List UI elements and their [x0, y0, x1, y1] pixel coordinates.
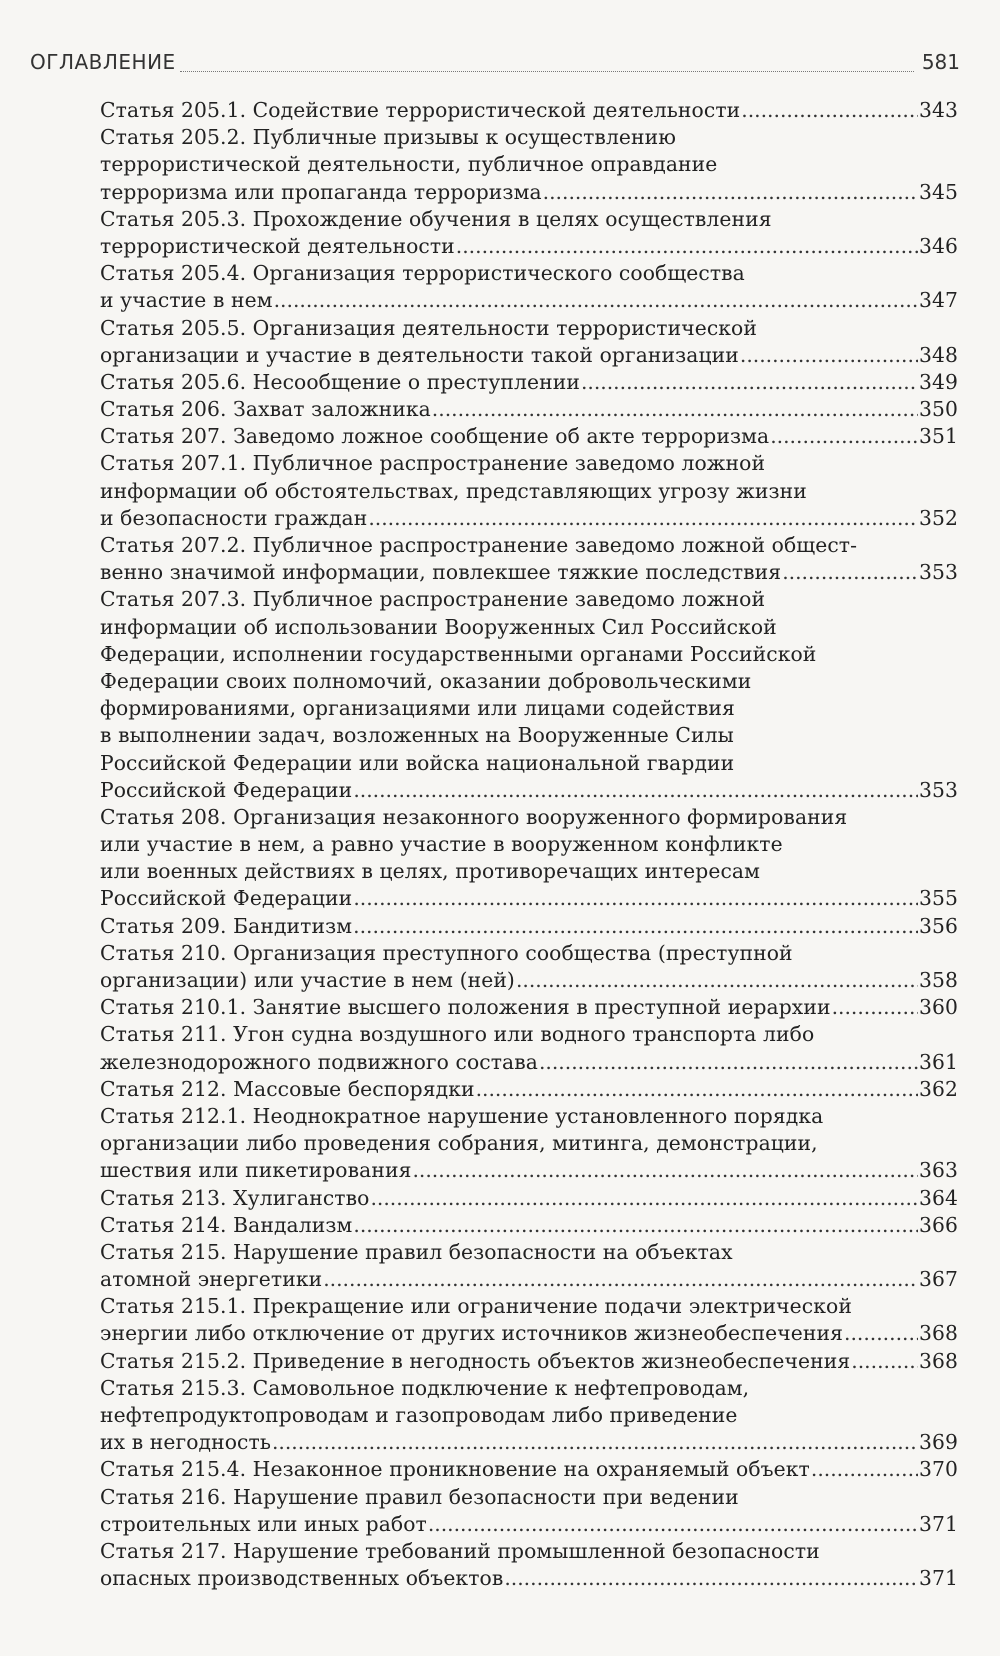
- toc-entry-line: [100, 1402, 958, 1429]
- toc-page-number: 371: [918, 1511, 958, 1536]
- toc-entry-line: [100, 532, 958, 559]
- toc-entry-text: или военных действиях в целях, противоречащих интересам: [100, 859, 760, 884]
- toc-entry-text: в выполнении задач, возложенных на Вооруженные Силы: [100, 723, 734, 748]
- toc-entry[interactable]: [100, 423, 958, 450]
- toc-entry-line: [100, 233, 958, 260]
- toc-entry-line: [100, 450, 958, 477]
- toc-entry-text: энергии либо отключение от других источников жизнеобеспечения: [100, 1321, 843, 1346]
- toc-entry-text: терроризма или пропаганда терроризма: [100, 179, 542, 204]
- toc-page-number: 345: [918, 179, 958, 204]
- dot-leader: [741, 97, 918, 124]
- toc-entry-text: Статья 215. Нарушение правил безопасности на объектах: [100, 1239, 733, 1264]
- toc-entry-line: [100, 1320, 958, 1347]
- toc-entry-text: Российской Федерации или войска национальной гвардии: [100, 750, 735, 775]
- toc-entry-line: [100, 97, 958, 124]
- toc-entry-text: террористической деятельности, публичное оправдание: [100, 152, 718, 177]
- toc-entry-line: [100, 478, 958, 505]
- toc-entry-text: формированиями, организациями или лицами содействия: [100, 696, 735, 721]
- toc-entry-line: [100, 804, 958, 831]
- toc-entry-text: шествия или пикетирования: [100, 1158, 412, 1183]
- toc-entry-line: [100, 1484, 958, 1511]
- toc-entry-line: [100, 967, 958, 994]
- toc-entry[interactable]: [100, 450, 958, 532]
- toc-entry-text: Статья 207.1. Публичное распространение заведомо ложной: [100, 451, 766, 476]
- toc-entry-text: Федерации своих полномочий, оказании добровольческими: [100, 668, 752, 693]
- toc-entry-text: Статья 205.6. Несообщение о преступлении: [100, 369, 580, 394]
- toc-entry-line: [100, 1130, 958, 1157]
- toc-entry-text: нефтепродуктопроводам и газопроводам либо приведение: [100, 1403, 738, 1427]
- toc-entry-text: их в негодность: [100, 1430, 271, 1455]
- toc-entry-text: Статья 208. Организация незаконного вооруженного формирования: [100, 804, 848, 829]
- toc-entry[interactable]: [100, 994, 958, 1021]
- toc-entry-text: Статья 205.3. Прохождение обучения в целях осуществления: [100, 206, 772, 231]
- toc-entry-line: [100, 1049, 958, 1076]
- toc-entry-line: [100, 423, 958, 450]
- toc-entry-text: Статья 216. Нарушение правил безопасности при ведении: [100, 1484, 739, 1509]
- dot-leader: [412, 1157, 918, 1184]
- toc-entry-text: или участие в нем, а равно участие в вооруженном конфликте: [100, 832, 783, 857]
- toc-entry-line: [100, 1239, 958, 1266]
- toc-page-number: 351: [918, 424, 958, 449]
- toc-entry-text: информации об обстоятельствах, представляющих угрозу жизни: [100, 478, 807, 503]
- toc-page-number: 362: [918, 1076, 958, 1101]
- page-number: 581: [921, 50, 960, 74]
- dot-leader: [811, 1456, 918, 1483]
- toc-page-number: 369: [918, 1430, 958, 1455]
- toc-entry-text: Статья 210. Организация преступного сообщества (преступной: [100, 940, 793, 965]
- toc-entry[interactable]: [100, 1076, 958, 1103]
- toc-entry-line: [100, 1103, 958, 1130]
- toc-entry-text: Статья 205.5. Организация деятельности террористической: [100, 315, 757, 340]
- dot-leader: [844, 1320, 918, 1347]
- toc-page-number: 368: [918, 1321, 958, 1346]
- toc-entry-line: [100, 831, 958, 858]
- dot-leader: [353, 777, 918, 804]
- toc-entry[interactable]: [100, 1456, 958, 1483]
- toc-entry-line: [100, 641, 958, 668]
- toc-entry-text: организации) или участие в нем (ней): [100, 968, 515, 992]
- toc-entry-text: Статья 206. Захват заложника: [100, 397, 431, 422]
- toc-entry-text: и безопасности граждан: [100, 505, 368, 530]
- toc-entry[interactable]: [100, 124, 958, 206]
- toc-entry-line: [100, 668, 958, 695]
- toc-entry-line: [100, 505, 958, 532]
- toc-entry-text: Статья 215.1. Прекращение или ограничение подачи электрической: [100, 1294, 852, 1319]
- toc-entry-text: Статья 207.2. Публичное распространение заведомо ложной общест-: [100, 533, 858, 557]
- dot-leader: [476, 1076, 918, 1103]
- dot-leader: [782, 559, 918, 586]
- toc-entry-line: [100, 1456, 958, 1483]
- toc-entry[interactable]: [100, 940, 958, 994]
- toc-entry-line: [100, 777, 958, 804]
- toc-entry-line: [100, 1021, 958, 1048]
- toc-entry-line: [100, 695, 958, 722]
- table-of-contents: [100, 97, 958, 1592]
- toc-entry-line: [100, 586, 958, 613]
- dot-leader: [770, 423, 918, 450]
- toc-entry-text: Статья 213. Хулиганство: [100, 1185, 370, 1210]
- toc-entry-line: [100, 1157, 958, 1184]
- toc-entry-line: [100, 940, 958, 967]
- toc-page-number: 355: [918, 886, 958, 911]
- header-title: ОГЛАВЛЕНИЕ: [30, 50, 176, 74]
- toc-page-number: 358: [918, 968, 958, 992]
- toc-entry-line: [100, 1565, 958, 1592]
- toc-entry[interactable]: [100, 1212, 958, 1239]
- toc-entry-line: [100, 396, 958, 423]
- toc-page-number: 346: [918, 233, 958, 258]
- toc-entry-text: информации об использовании Вооруженных Сил Российской: [100, 614, 777, 639]
- dot-leader: [581, 369, 918, 396]
- toc-entry[interactable]: [100, 206, 958, 260]
- dot-leader: [274, 287, 918, 314]
- toc-page-number: 350: [918, 397, 958, 422]
- toc-page-number: 353: [918, 560, 958, 585]
- toc-entry-line: [100, 206, 958, 233]
- toc-entry[interactable]: [100, 1239, 958, 1293]
- toc-entry-line: [100, 369, 958, 396]
- toc-entry-line: [100, 913, 958, 940]
- toc-entry[interactable]: [100, 1293, 958, 1347]
- toc-entry-line: [100, 858, 958, 885]
- toc-entry-text: Статья 214. Вандализм: [100, 1212, 353, 1237]
- dot-leader: [428, 1511, 918, 1538]
- toc-entry[interactable]: [100, 1348, 958, 1375]
- toc-entry-line: [100, 614, 958, 641]
- dot-leader: [353, 1212, 918, 1239]
- toc-entry[interactable]: [100, 1021, 958, 1075]
- toc-page-number: 349: [918, 369, 958, 394]
- toc-entry-line: [100, 179, 958, 206]
- dot-leader: [456, 233, 918, 260]
- toc-entry-line: [100, 1348, 958, 1375]
- toc-entry-text: Статья 210.1. Занятие высшего положения в преступной иерархии: [100, 995, 831, 1020]
- toc-entry-line: [100, 1293, 958, 1320]
- dot-leader: [504, 1565, 918, 1592]
- toc-entry-text: Статья 217. Нарушение требований промышленной безопасности: [100, 1538, 820, 1563]
- toc-entry-line: [100, 994, 958, 1021]
- toc-entry-line: [100, 1538, 958, 1565]
- toc-page-number: 361: [918, 1049, 958, 1074]
- toc-entry[interactable]: [100, 315, 958, 369]
- toc-entry-line: [100, 287, 958, 314]
- toc-page-number: 370: [918, 1457, 958, 1482]
- toc-entry-line: [100, 1429, 958, 1456]
- toc-entry-line: [100, 722, 958, 749]
- toc-entry-line: [100, 1266, 958, 1293]
- toc-page-number: 343: [918, 98, 958, 122]
- dot-leader: [370, 1185, 918, 1212]
- toc-entry-line: [100, 315, 958, 342]
- toc-entry-text: венно значимой информации, повлекшее тяжкие последствия: [100, 560, 782, 585]
- dot-leader: [432, 396, 918, 423]
- toc-page-number: 352: [918, 505, 958, 530]
- toc-page-number: 366: [918, 1212, 958, 1237]
- toc-entry-text: атомной энергетики: [100, 1267, 323, 1292]
- dot-leader: [323, 1266, 918, 1293]
- dot-leader: [368, 505, 918, 532]
- toc-entry[interactable]: [100, 1375, 958, 1457]
- toc-page-number: 360: [918, 995, 958, 1020]
- toc-entry[interactable]: [100, 1538, 958, 1592]
- toc-entry-line: [100, 559, 958, 586]
- toc-page-number: 371: [918, 1566, 958, 1591]
- toc-page-number: 368: [918, 1348, 958, 1373]
- dot-leader: [832, 994, 918, 1021]
- toc-entry[interactable]: [100, 260, 958, 314]
- toc-entry-line: [100, 1212, 958, 1239]
- toc-entry-text: строительных или иных работ: [100, 1511, 427, 1536]
- toc-entry-text: Статья 205.1. Содействие террористической деятельности: [100, 98, 741, 122]
- dot-leader: [740, 342, 918, 369]
- dot-leader: [353, 885, 918, 912]
- toc-entry-line: [100, 1511, 958, 1538]
- toc-entry-text: Статья 209. Бандитизм: [100, 913, 353, 938]
- toc-entry-line: [100, 151, 958, 178]
- toc-page-number: 348: [918, 342, 958, 367]
- toc-page-number: 356: [918, 913, 958, 938]
- toc-entry-text: Статья 211. Угон судна воздушного или водного транспорта либо: [100, 1022, 815, 1047]
- toc-entry-text: Федерации, исполнении государственными органами Российской: [100, 641, 817, 666]
- toc-entry-line: [100, 124, 958, 151]
- toc-entry-text: Статья 212.1. Неоднократное нарушение установленного порядка: [100, 1103, 824, 1128]
- toc-entry[interactable]: [100, 532, 958, 586]
- toc-entry[interactable]: [100, 586, 958, 804]
- toc-entry-line: [100, 342, 958, 369]
- toc-entry-text: террористической деятельности: [100, 233, 455, 258]
- toc-entry-text: Российской Федерации: [100, 777, 353, 802]
- dot-leader: [272, 1429, 918, 1456]
- dot-leader: [543, 179, 918, 206]
- toc-entry-text: Российской Федерации: [100, 886, 353, 911]
- toc-entry-text: Статья 205.4. Организация террористического сообщества: [100, 261, 745, 286]
- toc-entry-text: Статья 207. Заведомо ложное сообщение об акте терроризма: [100, 424, 770, 449]
- toc-entry-text: Статья 215.2. Приведение в негодность объектов жизнеобеспечения: [100, 1348, 851, 1373]
- header-rule: [180, 71, 914, 72]
- toc-entry-line: [100, 1076, 958, 1103]
- toc-page-number: 367: [918, 1267, 958, 1292]
- toc-entry[interactable]: [100, 369, 958, 396]
- toc-entry-line: [100, 260, 958, 287]
- dot-leader: [353, 913, 918, 940]
- toc-entry-text: Статья 207.3. Публичное распространение заведомо ложной: [100, 587, 766, 612]
- toc-entry[interactable]: [100, 913, 958, 940]
- toc-entry[interactable]: [100, 1185, 958, 1212]
- toc-entry-line: [100, 750, 958, 777]
- toc-entry-text: Статья 215.3. Самовольное подключение к нефтепроводам,: [100, 1375, 750, 1400]
- toc-entry[interactable]: [100, 396, 958, 423]
- dot-leader: [539, 1049, 918, 1076]
- running-header: [30, 46, 960, 76]
- toc-entry-text: и участие в нем: [100, 288, 273, 313]
- toc-entry-text: Статья 215.4. Незаконное проникновение на охраняемый объект: [100, 1457, 810, 1482]
- toc-entry-text: Статья 205.2. Публичные призывы к осуществлению: [100, 125, 677, 150]
- dot-leader: [851, 1348, 918, 1375]
- toc-entry-text: опасных производственных объектов: [100, 1566, 504, 1591]
- toc-entry-text: железнодорожного подвижного состава: [100, 1049, 538, 1074]
- toc-entry-text: организации либо проведения собрания, митинга, демонстрации,: [100, 1131, 818, 1156]
- toc-entry[interactable]: [100, 97, 958, 124]
- toc-page-number: 363: [918, 1158, 958, 1183]
- toc-entry[interactable]: [100, 1103, 958, 1185]
- toc-entry-text: организации и участие в деятельности такой организации: [100, 342, 739, 367]
- toc-entry-line: [100, 1375, 958, 1402]
- toc-entry[interactable]: [100, 804, 958, 913]
- toc-entry-line: [100, 885, 958, 912]
- toc-page-number: 364: [918, 1185, 958, 1210]
- toc-entry[interactable]: [100, 1484, 958, 1538]
- toc-page-number: 353: [918, 777, 958, 802]
- toc-page-number: 347: [918, 288, 958, 313]
- dot-leader: [516, 967, 918, 994]
- toc-entry-line: [100, 1185, 958, 1212]
- toc-entry-text: Статья 212. Массовые беспорядки: [100, 1076, 475, 1101]
